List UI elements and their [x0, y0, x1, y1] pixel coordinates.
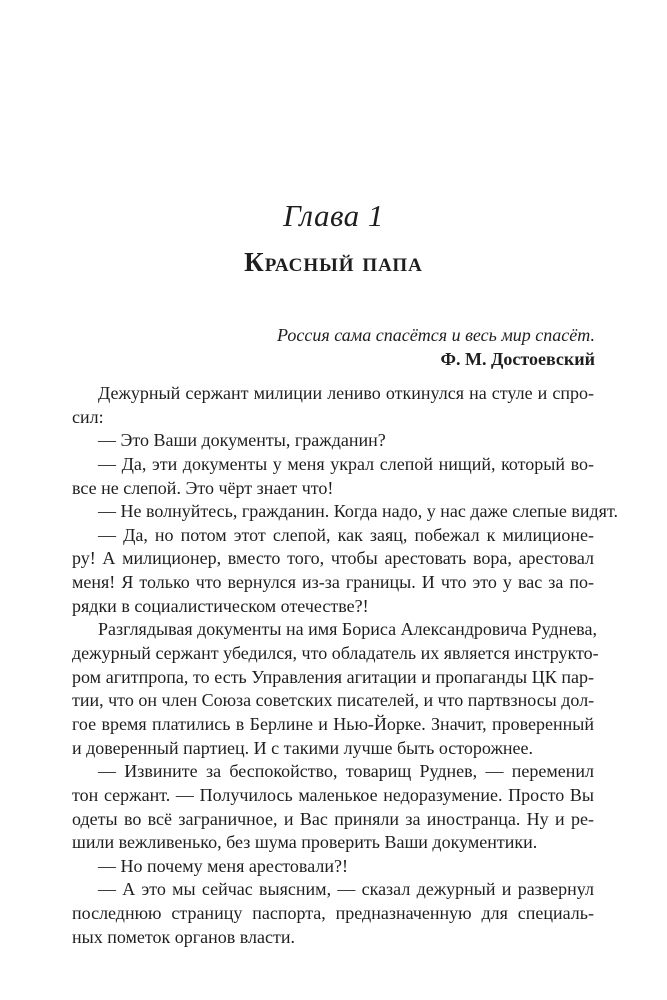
text-line: меня! Я только что вернулся из-за границы. И что это у вас за по- — [72, 572, 594, 593]
text-line: одеты во всё заграничное, и Вас приняли за иностранца. Ну и ре- — [72, 808, 594, 829]
text-line: и доверенный партиец. И с такими лучше быть осторожнее. — [72, 737, 534, 758]
text-line: тии, что он член Союза советских писателей, и что партвзносы дол- — [72, 690, 595, 711]
text-line: — Извините за беспокойство, товарищ Руднев, — переменил — [98, 761, 594, 782]
text-line: тон сержант. — Получилось маленькое недоразумение. Просто Вы — [72, 784, 594, 805]
text-line: — Да, но потом этот слепой, как заяц, побежал к милиционе- — [98, 524, 594, 545]
text-line: рядки в социалистическом отечестве?! — [72, 595, 369, 616]
text-line: — Но почему меня арестовали?! — [98, 855, 348, 876]
text-line: шили вежливенько, без шума проверить Ваши документики. — [72, 832, 538, 853]
text-line: последнюю страницу паспорта, предназначенную для специаль- — [72, 903, 594, 924]
text-line: Разглядывая документы на имя Бориса Александровича Руднева, — [98, 619, 597, 640]
text-line: Дежурный сержант милиции лениво откинулся на стуле и спро- — [98, 383, 594, 403]
text-line: — Не волнуйтесь, гражданин. Когда надо, у нас даже слепые видят. — [98, 501, 618, 522]
text-line: все не слепой. Это чёрт знает что! — [72, 477, 334, 498]
text-line: гое время платились в Берлине и Нью-Йорке. Значит, проверенный — [72, 713, 594, 734]
text-line: — Это Ваши документы, гражданин? — [98, 430, 386, 451]
chapter-number: Глава 1 — [283, 198, 384, 233]
text-line: ром агитпропа, то есть Управления агитации и пропаганды ЦК пар- — [72, 666, 594, 687]
chapter-title: Красный папа — [244, 247, 423, 277]
text-line: ных пометок органов власти. — [72, 926, 295, 947]
text-line: ру! А милиционер, вместо того, чтобы арестовать вора, арестовал — [72, 548, 594, 569]
epigraph — [277, 323, 595, 371]
body-text — [72, 382, 618, 949]
text-line: — Да, эти документы у меня украл слепой нищий, который во- — [98, 453, 594, 474]
text-line: сил: — [72, 406, 104, 427]
epigraph-quote: Россия сама спасётся и весь мир спасёт. — [277, 325, 595, 345]
epigraph-author: Ф. М. Достоевский — [440, 349, 595, 369]
text-line: — А это мы сейчас выясним, — сказал дежурный и развернул — [98, 879, 594, 900]
text-line: дежурный сержант убедился, что обладатель их является инструкто- — [72, 643, 599, 664]
